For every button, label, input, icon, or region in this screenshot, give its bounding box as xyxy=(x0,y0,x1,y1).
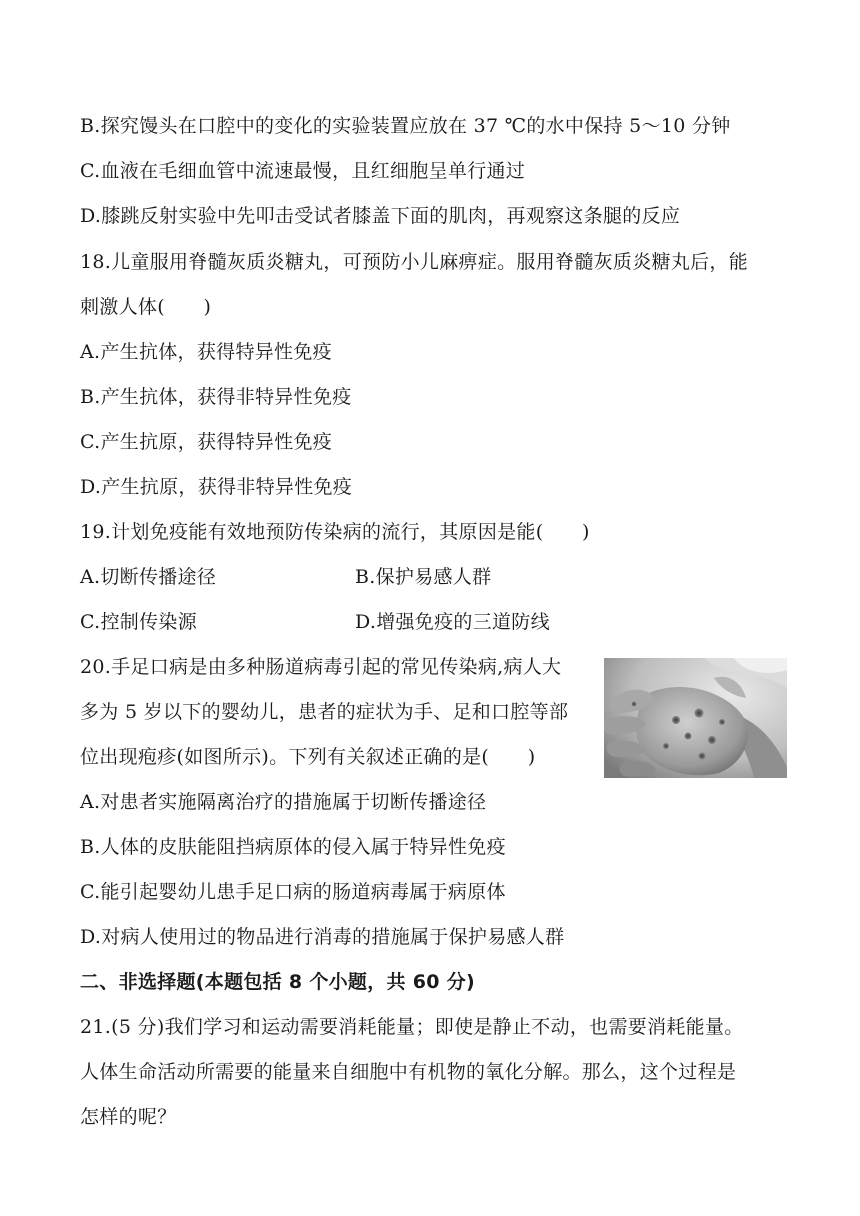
q21-stem-line-2: 人体生命活动所需要的能量来自细胞中有机物的氧化分解。那么，这个过程是 xyxy=(80,1061,737,1083)
q20-option-a: A.对患者实施隔离治疗的措施属于切断传播途径 xyxy=(80,791,487,813)
q17-option-c: C.血液在毛细血管中流速最慢，且红细胞呈单行通过 xyxy=(80,160,526,182)
q21-stem-line-1: 21.(5 分)我们学习和运动需要消耗能量；即使是静止不动，也需要消耗能量。 xyxy=(80,1016,744,1038)
q18-stem-line-1: 18.儿童服用脊髓灰质炎糖丸，可预防小儿麻痹症。服用脊髓灰质炎糖丸后，能 xyxy=(80,251,749,273)
q18-option-a: A.产生抗体，获得特异性免疫 xyxy=(80,341,332,363)
q18-option-c: C.产生抗原，获得特异性免疫 xyxy=(80,431,333,453)
q21-stem-line-3: 怎样的呢？ xyxy=(80,1106,177,1128)
q17-option-d: D.膝跳反射实验中先叩击受试者膝盖下面的肌肉，再观察这条腿的反应 xyxy=(80,205,681,227)
q20-option-d: D.对病人使用过的物品进行消毒的措施属于保护易感人群 xyxy=(80,926,565,948)
q19-option-b: B.保护易感人群 xyxy=(355,566,492,588)
q20-stem-line-2: 多为 5 岁以下的婴幼儿，患者的症状为手、足和口腔等部 xyxy=(80,701,569,723)
q20-option-b: B.人体的皮肤能阻挡病原体的侵入属于特异性免疫 xyxy=(80,836,506,858)
q19-option-d: D.增强免疫的三道防线 xyxy=(355,611,550,633)
q17-option-b: B.探究馒头在口腔中的变化的实验装置应放在 37 ℃的水中保持 5～10 分钟 xyxy=(80,115,731,137)
q18-stem-line-2: 刺激人体( ) xyxy=(80,296,212,318)
q20-stem-line-3: 位出现疱疹(如图所示)。下列有关叙述正确的是( ) xyxy=(80,746,536,768)
q18-option-d: D.产生抗原，获得非特异性免疫 xyxy=(80,476,353,498)
q20-option-c: C.能引起婴幼儿患手足口病的肠道病毒属于病原体 xyxy=(80,881,506,903)
q18-option-b: B.产生抗体，获得非特异性免疫 xyxy=(80,386,352,408)
q19-option-a: A.切断传播途径 xyxy=(80,566,217,588)
q19-stem: 19.计划免疫能有效地预防传染病的流行，其原因是能( ) xyxy=(80,521,590,543)
q20-stem-line-1: 20.手足口病是由多种肠道病毒引起的常见传染病,病人大 xyxy=(80,656,562,678)
q19-option-c: C.控制传染源 xyxy=(80,611,198,633)
section-heading-non-choice: 二、非选择题(本题包括 8 个小题，共 60 分) xyxy=(80,971,475,993)
hand-with-blisters-photo xyxy=(604,658,787,778)
